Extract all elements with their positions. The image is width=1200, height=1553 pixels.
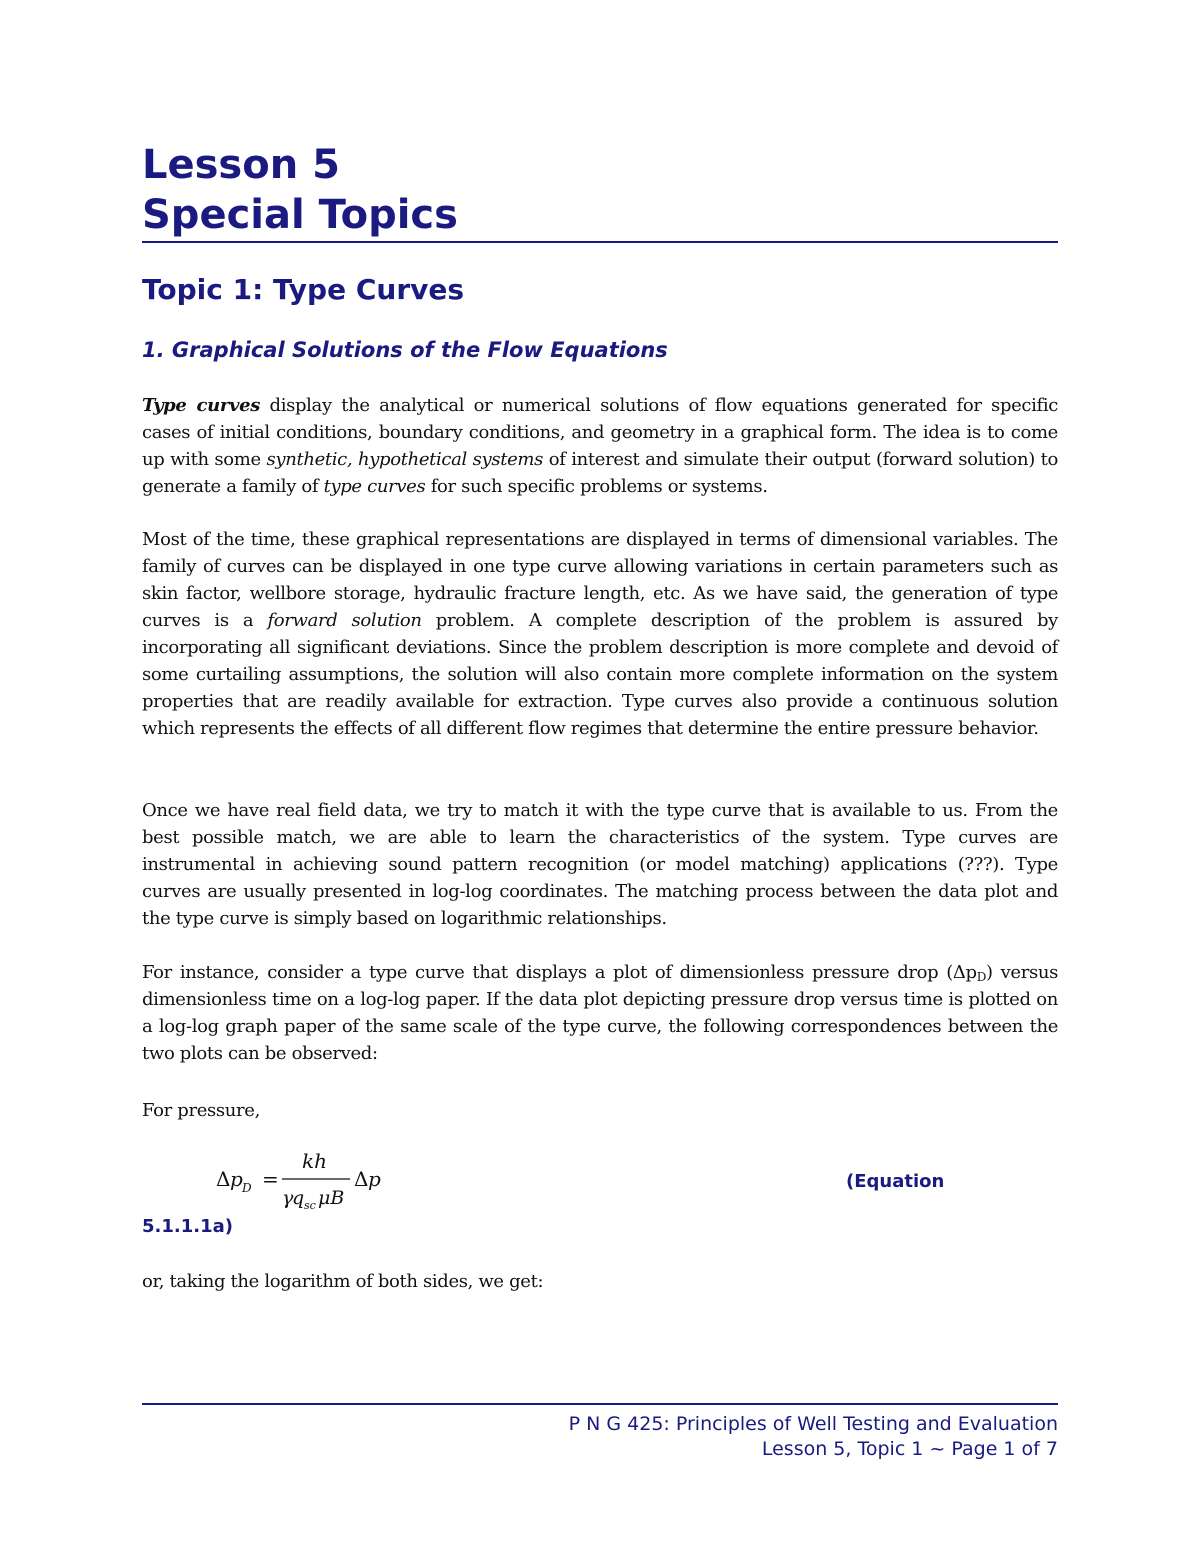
equation-denominator-subscript: sc bbox=[304, 1199, 316, 1212]
equation-label-part-2: 5.1.1.1a) bbox=[142, 1216, 233, 1237]
equation-rhs-delta: Δ bbox=[354, 1167, 369, 1191]
title-divider bbox=[142, 241, 1058, 243]
footer-course-title: P N G 425: Principles of Well Testing and Evaluation bbox=[568, 1413, 1058, 1435]
equation-denominator-gamma: γ bbox=[282, 1187, 294, 1209]
topic-title: Topic 1: Type Curves bbox=[142, 273, 465, 306]
equation-label-part-1: (Equation bbox=[846, 1171, 945, 1192]
equation-rhs-variable: p bbox=[368, 1167, 381, 1191]
paragraph-logarithm: or, taking the logarithm of both sides, we get: bbox=[142, 1271, 544, 1292]
equation-denominator-rest: μB bbox=[318, 1187, 345, 1209]
lesson-subtitle: Special Topics bbox=[142, 192, 458, 238]
paragraph-dimensionless-pressure bbox=[142, 959, 1058, 1067]
paragraph-2-text-a: Most of the time, these graphical representations are displayed in terms of dimensional variables. The family of curves can be displayed in one type curve allowing variations in certain parameters such as skin factor, wellbore storage, hydraulic fracture length, etc. As we have said, the generation of type curves is a bbox=[142, 529, 1058, 631]
equation-lhs-variable: p bbox=[230, 1167, 243, 1191]
equation-equals: = bbox=[262, 1167, 279, 1191]
paragraph-1-text-c: for such specific problems or systems. bbox=[425, 476, 768, 497]
paragraph-for-pressure: For pressure, bbox=[142, 1100, 260, 1121]
paragraph-field-data-matching: Once we have real field data, we try to match it with the type curve that is available to us. From the best possible match, we are able to learn the characteristics of the system. Type curves are instrumental in achieving sound pattern recognition (or model matching) applications (???). Type curves are usually presented in log-log coordinates. The matching process between the data plot and the type curve is simply based on logarithmic relationships. bbox=[142, 800, 1058, 929]
paragraph-1-italic-b: type curves bbox=[323, 476, 426, 497]
paragraph-type-curves bbox=[142, 392, 1058, 500]
lesson-number: Lesson 5 bbox=[142, 142, 340, 188]
paragraph-1-text-a: display the analytical or numerical solutions of flow equations generated for specific cases of initial conditions, boundary conditions, and geometry in a graphical form. The idea is to come up with some bbox=[142, 395, 1059, 470]
paragraph-1-text-b: of interest and simulate their output (forward solution) to generate a family of bbox=[142, 449, 1059, 497]
equation-5-1-1-1a bbox=[216, 1148, 396, 1214]
equation-lhs-subscript: D bbox=[242, 1181, 252, 1195]
footer-divider bbox=[142, 1403, 1058, 1405]
term-type-curves: Type curves bbox=[142, 395, 261, 416]
equation-denominator-q: q bbox=[292, 1187, 305, 1209]
section-title: 1. Graphical Solutions of the Flow Equations bbox=[142, 338, 668, 362]
paragraph-4-text-a: For instance, consider a type curve that displays a plot of dimensionless pressure drop (Δp bbox=[142, 962, 977, 983]
equation-numerator: kh bbox=[302, 1149, 327, 1173]
paragraph-2-text-b: problem. A complete description of the problem is assured by incorporating all significant deviations. Since the problem description is more complete and devoid of some curtailing assumptions, the solution will also contain more complete information on the system properties that are readily available for extraction. Type curves also provide a continuous solution which represents the effects of all different flow regimes that determine the entire pressure behavior. bbox=[142, 610, 1058, 739]
equation-lhs-delta: Δ bbox=[216, 1167, 231, 1191]
paragraph-4-text-b: ) versus dimensionless time on a log-log paper. If the data plot depicting pressure drop versus time is plotted on a log-log graph paper of the same scale of the type curve, the following correspondences between the two plots can be observed: bbox=[142, 962, 1058, 1064]
paragraph-4-subscript: D bbox=[976, 970, 986, 984]
paragraph-1-italic-a: synthetic, hypothetical systems bbox=[266, 449, 544, 470]
paragraph-graphical-representations bbox=[142, 526, 1058, 742]
footer-page-info: Lesson 5, Topic 1 ~ Page 1 of 7 bbox=[761, 1438, 1058, 1460]
lesson-title bbox=[142, 140, 458, 240]
paragraph-2-italic-a: forward solution bbox=[267, 610, 422, 631]
